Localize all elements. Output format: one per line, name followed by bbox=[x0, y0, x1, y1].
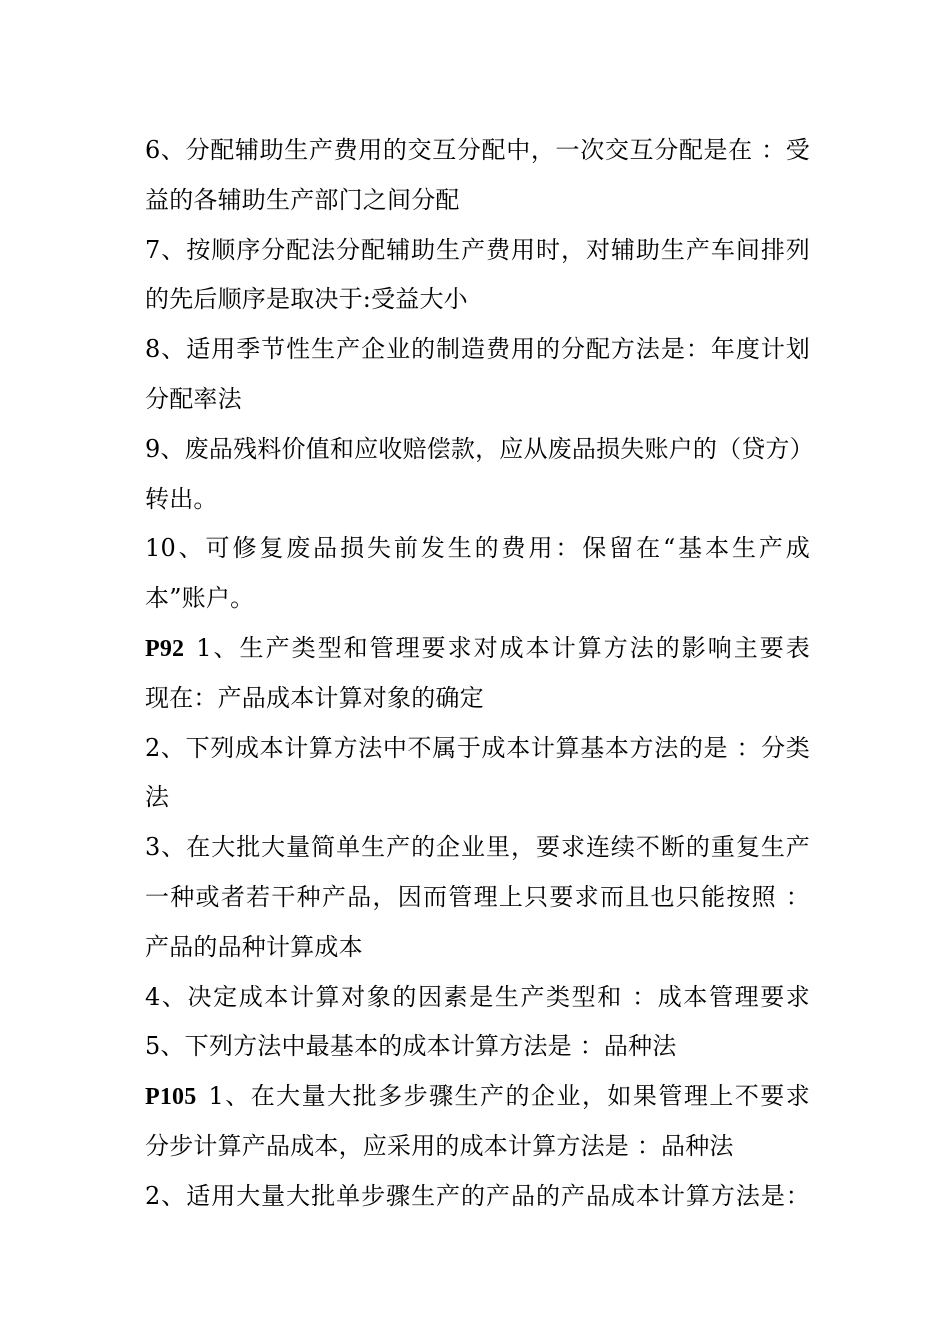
section-line-p105 bbox=[145, 1072, 810, 1122]
text-line: 转出。 bbox=[145, 484, 218, 513]
text-line: 6、分配辅助生产费用的交互分配中，一次交互分配是在 ：受 bbox=[145, 136, 810, 164]
text-line: 3、在大批大量简单生产的企业里，要求连续不断的重复生产 bbox=[145, 833, 810, 862]
text-line: 产品的品种计算成本 bbox=[145, 932, 363, 961]
text-line: 分步计算产品成本，应采用的成本计算方法是 ：品种法 bbox=[145, 1131, 734, 1160]
text-line: 9、废品残料价值和应收赔偿款，应从废品损失账户的（贷方） bbox=[145, 434, 814, 463]
section-label-p92: P92 bbox=[145, 635, 185, 662]
text-line: 5、下列方法中最基本的成本计算方法是 ：品种法 bbox=[145, 1032, 677, 1061]
text-line: 7、按顺序分配法分配辅助生产费用时，对辅助生产车间排列 bbox=[145, 235, 810, 264]
document-body bbox=[145, 126, 814, 1222]
section-line-p92 bbox=[145, 624, 810, 674]
text-line: 2、下列成本计算方法中不属于成本计算基本方法的是 ：分类 bbox=[145, 733, 810, 762]
text-line: 8、适用季节性生产企业的制造费用的分配方法是：年度计划 bbox=[145, 335, 810, 364]
text-line: 2、适用大量大批单步骤生产的产品的产品成本计算方法是： bbox=[145, 1181, 810, 1210]
section-label-p105: P105 bbox=[145, 1084, 197, 1111]
text-line: 1、生产类型和管理要求对成本计算方法的影响主要表 bbox=[196, 633, 810, 662]
text-line: 10、可修复废品损失前发生的费用：保留在“基本生产成 bbox=[145, 534, 810, 563]
text-line: 分配率法 bbox=[145, 384, 242, 413]
text-line: 一种或者若干种产品，因而管理上只要求而且也只能按照 ： bbox=[145, 882, 810, 911]
text-line: 本”账户。 bbox=[145, 584, 255, 613]
text-line: 现在：产品成本计算对象的确定 bbox=[145, 683, 484, 712]
text-line: 4、决定成本计算对象的因素是生产类型和 ：成本管理要求 bbox=[145, 982, 810, 1011]
text-line: 法 bbox=[145, 783, 170, 812]
text-line: 的先后顺序是取决于:受益大小 bbox=[145, 285, 468, 314]
text-line: 益的各辅助生产部门之间分配 bbox=[145, 185, 460, 214]
text-line: 1、在大量大批多步骤生产的企业，如果管理上不要求 bbox=[208, 1082, 810, 1111]
